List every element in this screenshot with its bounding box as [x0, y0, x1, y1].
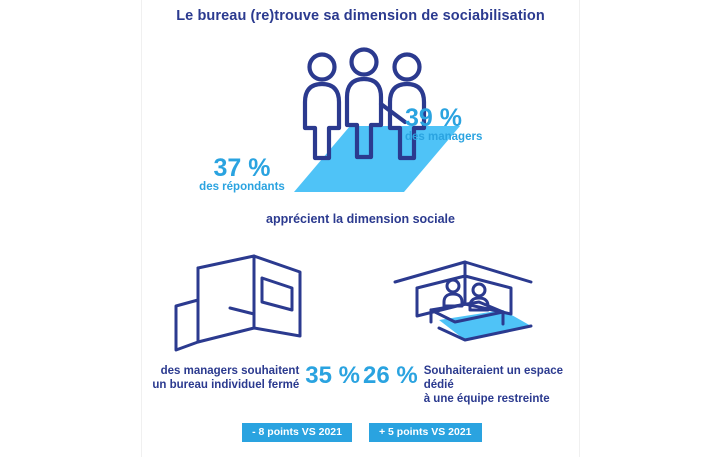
panel-right-line-1: Souhaiteraient un espace dédié: [423, 365, 564, 392]
panel-left-line-1: des managers souhaitent: [160, 365, 300, 377]
panel-left-line-2: un bureau individuel fermé: [152, 379, 300, 392]
stat-managers: [405, 106, 482, 144]
panel-left-delta-badge: - 8 points VS 2021: [242, 423, 352, 442]
top-caption: apprécient la dimension sociale: [266, 212, 455, 226]
stat-respondents-label: des répondants: [199, 181, 285, 193]
panel-left-value: 35 %: [305, 362, 360, 389]
page-title: Le bureau (re)trouve sa dimension de sociabilisation: [176, 8, 545, 24]
team-space-icon: [361, 248, 579, 360]
closed-private-office-icon: [142, 248, 360, 360]
stat-managers-label: des managers: [405, 131, 483, 143]
top-scene: [142, 34, 579, 234]
three-people-illustration: [142, 34, 579, 234]
stat-managers-value: 39 %: [405, 104, 462, 132]
bottom-row: [142, 248, 579, 457]
stat-respondents: [162, 156, 322, 194]
stat-respondents-value: 37 %: [213, 154, 271, 182]
panel-right-line-2: à une équipe restreinte: [423, 393, 550, 406]
panel-right-delta-badge: + 5 points VS 2021: [369, 423, 482, 442]
panel-left-text: [152, 364, 305, 392]
person-left-icon: [305, 55, 339, 159]
panel-left-stat: [142, 364, 362, 392]
panel-closed-office: [142, 248, 360, 457]
panel-right-stat: [361, 364, 581, 406]
infographic-card: [142, 0, 579, 457]
panel-team-space: [361, 248, 579, 457]
panel-right-value: 26 %: [363, 362, 418, 389]
panel-right-text: [418, 364, 581, 406]
